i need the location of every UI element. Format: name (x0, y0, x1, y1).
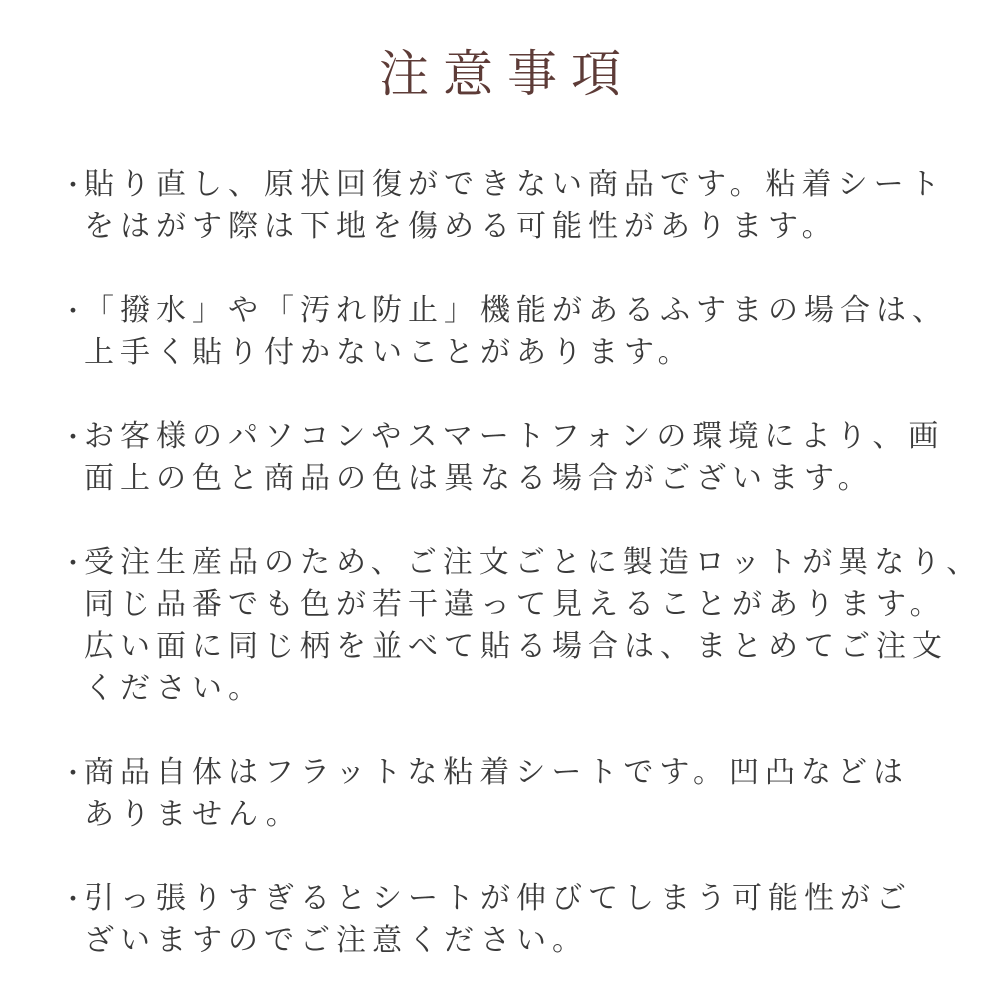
notice-item-text (84, 752, 960, 836)
notice-item-text (84, 542, 982, 710)
bullet-dot-icon: ・ (60, 548, 87, 578)
notice-line: お客様のパソコンやスマートフォンの環境により、画 (84, 420, 945, 453)
bullet-dot-icon: ・ (60, 170, 87, 200)
notice-list (60, 164, 983, 962)
notice-item-repositioning (60, 164, 960, 248)
bullet-dot-icon: ・ (60, 422, 87, 452)
notice-line: 面上の色と商品の色は異なる場合がございます。 (84, 462, 874, 495)
notice-line: 引っ張りすぎるとシートが伸びてしまう可能性がご (84, 882, 912, 915)
notice-line: 商品自体はフラットな粘着シートです。凹凸などは (84, 756, 909, 789)
bullet-dot-icon: ・ (60, 296, 87, 326)
notice-item-flat-sheet (60, 752, 960, 836)
notice-line: 同じ品番でも色が若干違って見えることがあります。 (84, 588, 946, 621)
notice-line: 「撥水」や「汚れ防止」機能があるふすまの場合は、 (84, 294, 948, 327)
notice-line: 上手く貼り付かないことがあります。 (84, 336, 694, 369)
page-title: 注意事項 (379, 46, 635, 102)
notice-item-production-lot (60, 542, 983, 710)
notice-item-text (84, 164, 960, 248)
notice-line: ありません。 (84, 798, 302, 831)
notice-item-stretching (60, 878, 960, 962)
notice-line: 受注生産品のため、ご注文ごとに製造ロットが異なり、 (84, 546, 983, 579)
notice-line: をはがす際は下地を傷める可能性があります。 (84, 210, 838, 243)
notice-item-text (84, 290, 960, 374)
notice-item-water-repellent (60, 290, 960, 374)
notice-line: 広い面に同じ柄を並べて貼る場合は、まとめてご注文 (84, 630, 948, 663)
notice-line: ざいますのでご注意ください。 (84, 924, 588, 957)
notice-line: ください。 (84, 672, 264, 705)
notice-item-text (84, 416, 960, 500)
bullet-dot-icon: ・ (60, 884, 87, 914)
notice-line: 貼り直し、原状回復ができない商品です。粘着シート (84, 168, 946, 201)
notice-item-text (84, 878, 960, 962)
bullet-dot-icon: ・ (60, 758, 87, 788)
notice-item-screen-color (60, 416, 960, 500)
